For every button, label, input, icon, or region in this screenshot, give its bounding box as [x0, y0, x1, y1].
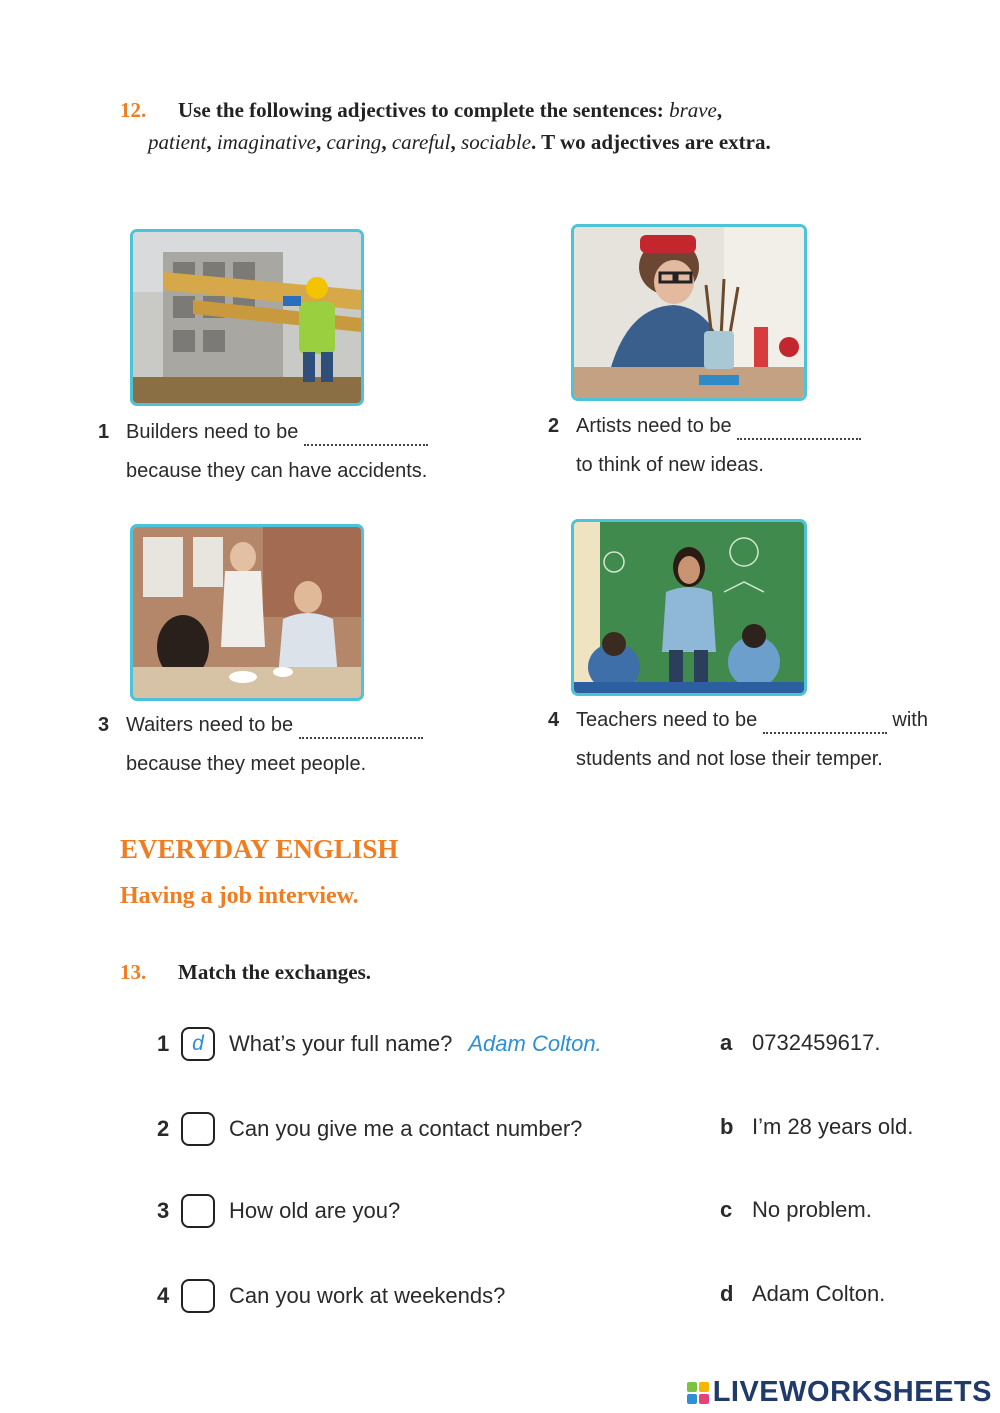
- option-text: 0732459617.: [752, 1030, 881, 1055]
- question-text: What’s your full name?: [229, 1031, 453, 1056]
- logo-square: [687, 1394, 697, 1404]
- sentence-text: students and not lose their temper.: [576, 748, 883, 770]
- adjective: imaginative: [216, 130, 316, 154]
- item-number: 4: [548, 709, 560, 731]
- question-row: [157, 1024, 602, 1064]
- answer-input-1[interactable]: [304, 422, 428, 446]
- section-title: EVERYDAY ENGLISH: [120, 834, 399, 864]
- question-number: 3: [157, 1198, 170, 1223]
- exercise-number: 13.: [120, 960, 147, 984]
- option-text: I’m 28 years old.: [752, 1114, 914, 1139]
- item-number: 2: [548, 415, 560, 437]
- adjective: patient: [148, 130, 207, 154]
- option-letter: c: [720, 1197, 733, 1222]
- instruction-text: Match the exchanges.: [178, 960, 372, 984]
- option-row: [720, 1274, 885, 1314]
- sentence-text: with: [892, 709, 928, 731]
- option-text: No problem.: [752, 1197, 872, 1222]
- question-number: 2: [157, 1116, 170, 1141]
- extra-note: . T wo adjectives are extra.: [531, 130, 771, 154]
- exercise-12-instructions: 12. Use the following adjectives to complete the sentences: brave, patient, imaginative, caring, careful, sociable. T wo adjectives are extra.: [120, 94, 880, 158]
- artist-photo: [571, 224, 807, 401]
- logo-square: [687, 1382, 697, 1392]
- option-letter: b: [720, 1114, 734, 1139]
- option-letter: a: [720, 1030, 733, 1055]
- sentence-text: Waiters need to be: [126, 714, 294, 736]
- answer-box[interactable]: [181, 1279, 215, 1313]
- sentence-text: to think of new ideas.: [576, 454, 764, 476]
- sentence-2: [548, 407, 861, 485]
- option-row: [720, 1190, 872, 1230]
- adjective: caring: [326, 130, 382, 154]
- adjective: careful: [391, 130, 451, 154]
- question-text: Can you work at weekends?: [229, 1283, 506, 1308]
- example-answer: Adam Colton.: [468, 1031, 602, 1056]
- option-letter: d: [720, 1281, 734, 1306]
- answer-input-2[interactable]: [737, 416, 861, 440]
- sentence-text: because they can have accidents.: [126, 460, 428, 482]
- answer-box[interactable]: [181, 1112, 215, 1146]
- logo-square: [699, 1394, 709, 1404]
- item-number: 1: [98, 421, 110, 443]
- answer-box[interactable]: d: [181, 1027, 215, 1061]
- adjective: sociable: [461, 130, 532, 154]
- builder-photo: [130, 229, 364, 406]
- answer-input-4[interactable]: [763, 710, 887, 734]
- sentence-1: [98, 413, 428, 491]
- sentence-text: Artists need to be: [576, 415, 732, 437]
- question-row: [157, 1276, 505, 1316]
- sentence-4: [548, 701, 928, 779]
- question-number: 4: [157, 1283, 170, 1308]
- item-number: 3: [98, 714, 110, 736]
- sentence-3: [98, 706, 423, 784]
- question-text: Can you give me a contact number?: [229, 1116, 583, 1141]
- logo-text: LIVEWORKSHEETS: [712, 1376, 992, 1408]
- teacher-photo: [571, 519, 807, 696]
- question-number: 1: [157, 1031, 170, 1056]
- sentence-text: because they meet people.: [126, 753, 367, 775]
- question-text: How old are you?: [229, 1198, 401, 1223]
- answer-input-3[interactable]: [299, 715, 423, 739]
- logo-square: [699, 1382, 709, 1392]
- sentence-text: Teachers need to be: [576, 709, 758, 731]
- liveworksheets-logo[interactable]: [687, 1376, 992, 1409]
- exercise-number: 12.: [120, 98, 147, 122]
- sentence-text: Builders need to be: [126, 421, 299, 443]
- question-row: [157, 1109, 582, 1149]
- option-row: [720, 1107, 913, 1147]
- instruction-text: Use the following adjectives to complete the sentences:: [178, 98, 664, 122]
- adjective: brave: [669, 98, 717, 122]
- question-row: [157, 1191, 400, 1231]
- option-row: [720, 1023, 880, 1063]
- section-subtitle: Having a job interview.: [120, 883, 359, 909]
- answer-box[interactable]: [181, 1194, 215, 1228]
- exercise-13-instructions: [120, 960, 371, 985]
- waiter-photo: [130, 524, 364, 701]
- option-text: Adam Colton.: [752, 1281, 886, 1306]
- logo-icon: [687, 1382, 709, 1404]
